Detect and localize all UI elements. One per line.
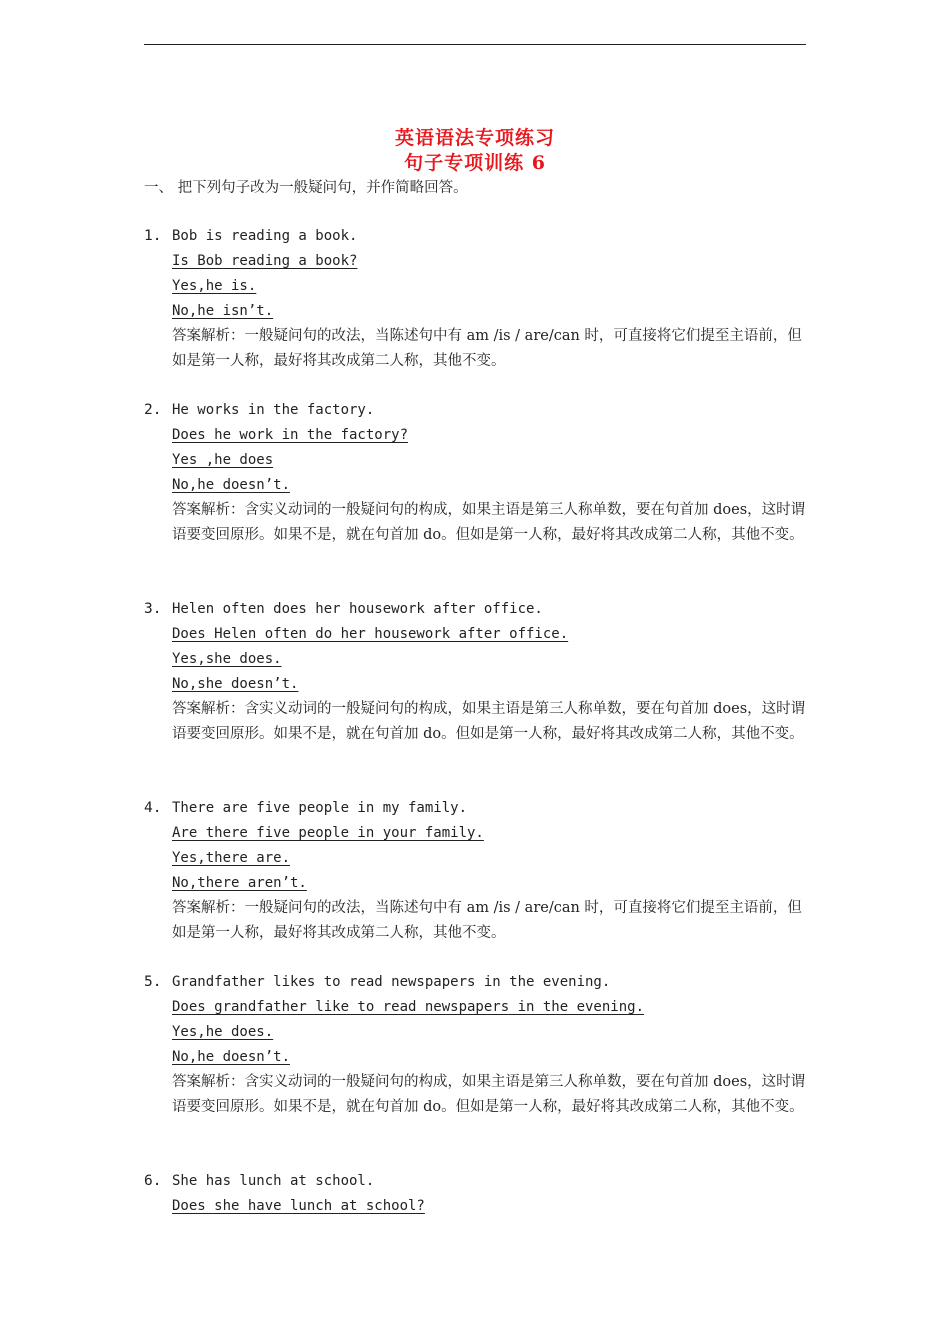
- item-sentence: Bob is reading a book.: [172, 228, 358, 244]
- exercise-item-3: [144, 597, 814, 747]
- exercise-item-5: [144, 970, 814, 1120]
- answer-yes: Yes,she does.: [172, 651, 282, 667]
- exercise-item-4: [144, 796, 814, 946]
- answer-yes: Yes,he does.: [172, 1024, 274, 1040]
- item-sentence: Helen often does her housework after office.: [172, 601, 543, 617]
- item-sentence: He works in the factory.: [172, 402, 375, 418]
- item-sentence: She has lunch at school.: [172, 1173, 375, 1189]
- exercise-item-2: [144, 398, 814, 548]
- item-number: 1.: [144, 228, 162, 244]
- item-number: 3.: [144, 601, 162, 617]
- answer-no: No,he isn’t.: [172, 303, 274, 319]
- answer-no: No,she doesn’t.: [172, 676, 299, 692]
- header-rule: [144, 44, 806, 45]
- answer-no: No,he doesn’t.: [172, 477, 291, 493]
- answer-yes: Yes ,he does: [172, 452, 274, 468]
- answer-yes: Yes,there are.: [172, 850, 291, 866]
- document-title: 英语语法专项练习: [394, 127, 555, 149]
- answer-question: Is Bob reading a book?: [172, 253, 358, 269]
- item-number: 2.: [144, 402, 162, 418]
- answer-question: Does Helen often do her housework after office.: [172, 626, 569, 642]
- item-number: 4.: [144, 800, 162, 816]
- answer-question: Does grandfather like to read newspapers in the evening.: [172, 999, 645, 1015]
- item-sentence: There are five people in my family.: [172, 800, 468, 816]
- section-heading: 一、 把下列句子改为一般疑问句，并作简略回答。: [144, 180, 468, 196]
- answer-question: Does she have lunch at school?: [172, 1198, 425, 1214]
- answer-question: Are there five people in your family.: [172, 825, 484, 841]
- item-sentence: Grandfather likes to read newspapers in the evening.: [172, 974, 611, 990]
- answer-explanation: 答案解析：含实义动词的一般疑问句的构成，如果主语是第三人称单数，要在句首加 does，这时谓语要变回原形。如果不是，就在句首加 do。但如是第一人称，最好将其改成第二人称，其他不变。: [172, 1074, 806, 1115]
- answer-question: Does he work in the factory?: [172, 427, 409, 443]
- answer-explanation: 答案解析：含实义动词的一般疑问句的构成，如果主语是第三人称单数，要在句首加 does，这时谓语要变回原形。如果不是，就在句首加 do。但如是第一人称，最好将其改成第二人称，其他不变。: [172, 502, 806, 543]
- answer-yes: Yes,he is.: [172, 278, 257, 294]
- answer-no: No,there aren’t.: [172, 875, 307, 891]
- document-subtitle: 句子专项训练 6: [404, 152, 546, 174]
- answer-explanation: 答案解析：一般疑问句的改法，当陈述句中有 am /is / are/can 时，可直接将它们提至主语前，但如是第一人称，最好将其改成第二人称，其他不变。: [172, 900, 802, 941]
- answer-explanation: 答案解析：含实义动词的一般疑问句的构成，如果主语是第三人称单数，要在句首加 does，这时谓语要变回原形。如果不是，就在句首加 do。但如是第一人称，最好将其改成第二人称，其他不变。: [172, 701, 806, 742]
- exercise-item-6: [144, 1169, 814, 1219]
- exercise-item-1: [144, 224, 814, 374]
- answer-no: No,he doesn’t.: [172, 1049, 291, 1065]
- answer-explanation: 答案解析：一般疑问句的改法，当陈述句中有 am /is / are/can 时，可直接将它们提至主语前，但如是第一人称，最好将其改成第二人称，其他不变。: [172, 328, 802, 369]
- item-number: 5.: [144, 974, 162, 990]
- item-number: 6.: [144, 1173, 162, 1189]
